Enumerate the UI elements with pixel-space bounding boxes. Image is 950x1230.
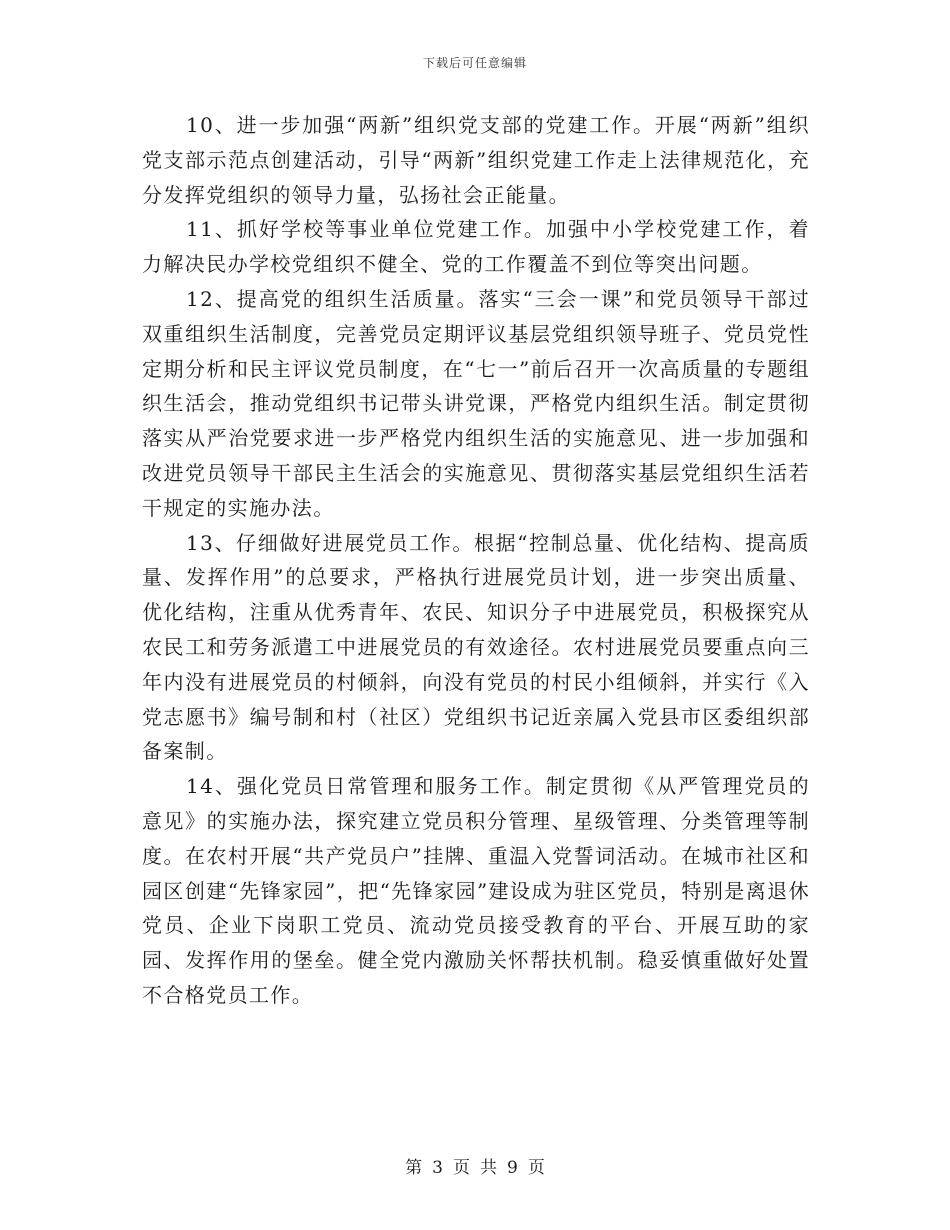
paragraph-11: 11、抓好学校等事业单位党建工作。加强中小学校党建工作，着力解决民办学校党组织不健全、党的工作覆盖不到位等突出问题。	[142, 217, 810, 277]
footer-page-word: 页	[453, 1158, 470, 1178]
page-footer	[0, 1153, 950, 1178]
paragraph-14: 14、强化党员日常管理和服务工作。制定贯彻《从严管理党员的意见》的实施办法，探究建立党员积分管理、星级管理、分类管理等制度。在农村开展“共产党员户”挂牌、重温入党誓词活动。在城市社区和园区创建“先锋家园”，把“先锋家园”建设成为驻区党员，特别是离退休党员、企业下岗职工党员、流动党员接受教育的平台、开展互助的家园、发挥作用的堡垒。健全党内激励关怀帮扶机制。稳妥慎重做好处置不合格党员工作。	[142, 774, 810, 1007]
current-page-number: 3	[432, 1158, 443, 1178]
document-body	[142, 108, 810, 1013]
footer-total-word: 共	[480, 1158, 497, 1178]
paragraph-12: 12、提高党的组织生活质量。落实“三会一课”和党员领导干部过双重组织生活制度，完善党员定期评议基层党组织领导班子、党员党性定期分析和民主评议党员制度，在“七一”前后召开一次高质量的专题组织生活会，推动党组织书记带头讲党课，严格党内组织生活。制定贯彻落实从严治党要求进一步严格党内组织生活的实施意见、进一步加强和改进党员领导干部民主生活会的实施意见、贯彻落实基层党组织生活若干规定的实施办法。	[142, 286, 810, 520]
paragraph-13: 13、仔细做好进展党员工作。根据“控制总量、优化结构、提高质量、发挥作用”的总要求，严格执行进展党员计划，进一步突出质量、优化结构，注重从优秀青年、农民、知识分子中进展党员，积极探究从农民工和劳务派遣工中进展党员的有效途径。农村进展党员要重点向三年内没有进展党员的村倾斜，向没有党员的村民小组倾斜，并实行《入党志愿书》编号制和村（社区）党组织书记近亲属入党县市区委组织部备案制。	[142, 530, 810, 764]
footer-suffix: 页	[527, 1158, 545, 1178]
total-page-number: 9	[507, 1158, 518, 1178]
paragraph-10: 10、进一步加强“两新”组织党支部的党建工作。开展“两新”组织党支部示范点创建活动，引导“两新”组织党建工作走上法律规范化，充分发挥党组织的领导力量，弘扬社会正能量。	[142, 113, 810, 207]
footer-prefix: 第	[405, 1158, 423, 1178]
page-header: 下载后可任意编辑	[422, 56, 527, 70]
